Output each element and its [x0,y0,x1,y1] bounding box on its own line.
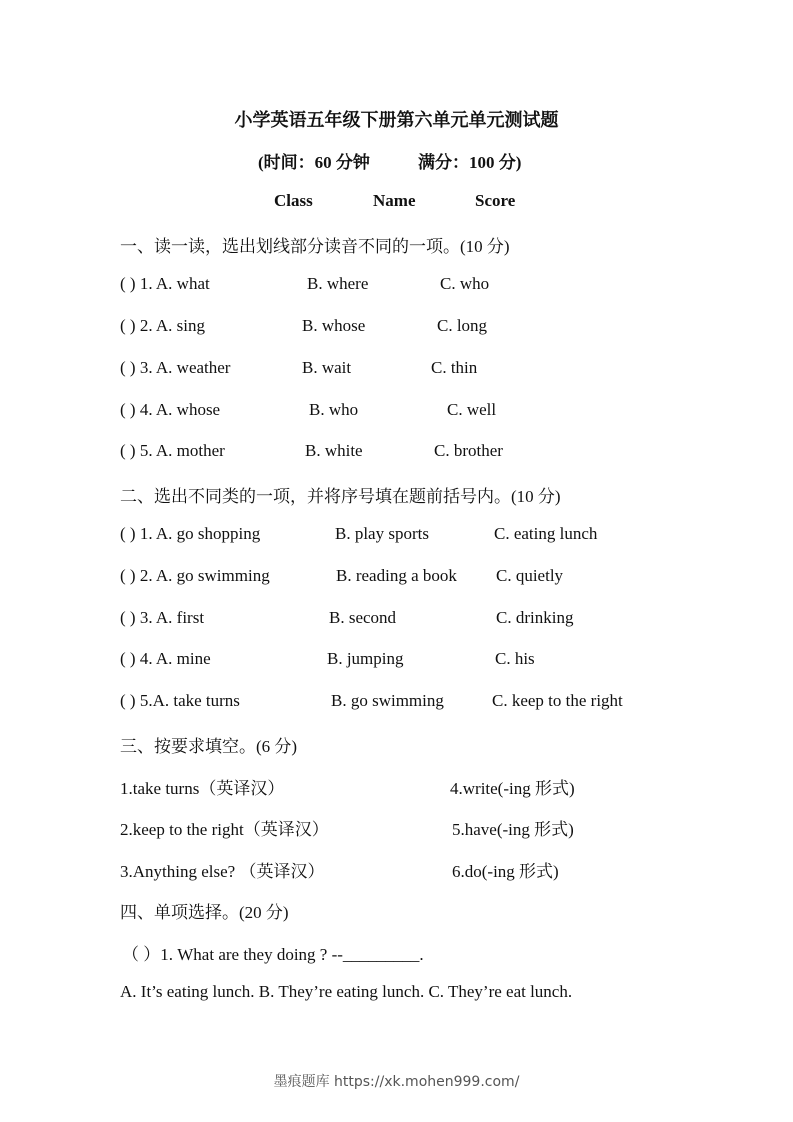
s1-q3-option-c: C. thin [431,358,478,377]
s2-q5-option-b: B. go swimming [331,691,444,710]
s3-item-4: 4.write(-ing 形式) [450,779,575,798]
s2-q2-option-b: B. reading a book [336,566,457,585]
s1-q1-option-c: C. who [440,274,490,293]
s1-q3-option-a: ( ) 3. A. weather [120,358,231,377]
s2-q3-option-b: B. second [329,608,397,627]
s1-q4-option-b: B. who [309,400,359,419]
s2-q4-option-c: C. his [495,649,535,668]
score-field-label: Score [475,191,516,210]
s1-q5-option-c: C. brother [434,441,503,460]
page-title: 小学英语五年级下册第六单元单元测试题 [234,110,559,130]
s4-question-1-options: A. It’s eating lunch. B. They’re eating lunch. C. They’re eat lunch. [120,982,573,1001]
footer-watermark: 墨痕题库 https://xk.mohen999.com/ [273,1074,520,1090]
s2-q1-option-b: B. play sports [335,524,429,543]
s2-q1-option-a: ( ) 1. A. go shopping [120,524,261,543]
section-2-heading: 二、选出不同类的一项，并将序号填在题前括号内。(10 分) [120,487,561,506]
s2-q2-option-a: ( ) 2. A. go swimming [120,566,270,585]
s1-q2-option-a: ( ) 2. A. sing [120,316,205,335]
section-1-heading: 一、读一读，选出划线部分读音不同的一项。(10 分) [120,237,510,256]
s2-q4-option-b: B. jumping [327,649,404,668]
s4-question-1: （ ）1. What are they doing ? --_________. [122,945,424,964]
s3-item-6: 6.do(-ing 形式) [452,862,559,881]
s1-q5-option-b: B. white [305,441,363,460]
s1-q4-option-c: C. well [447,400,497,419]
s2-q2-option-c: C. quietly [496,566,564,585]
s2-q5-option-c: C. keep to the right [492,691,623,710]
s3-item-5: 5.have(-ing 形式) [452,820,574,839]
time-label: (时间：60 分钟 [258,153,370,172]
section-3-heading: 三、按要求填空。(6 分) [120,737,298,756]
full-score-label: 满分：100 分) [418,153,522,172]
s2-q3-option-c: C. drinking [496,608,574,627]
s1-q2-option-c: C. long [437,316,488,335]
s3-item-3: 3.Anything else? （英译汉） [120,862,325,881]
s1-q5-option-a: ( ) 5. A. mother [120,441,225,460]
name-label: Name [373,191,416,210]
section-4-heading: 四、单项选择。(20 分) [120,903,289,922]
s2-q3-option-a: ( ) 3. A. first [120,608,205,627]
s1-q2-option-b: B. whose [302,316,366,335]
s1-q1-option-b: B. where [307,274,369,293]
s2-q1-option-c: C. eating lunch [494,524,598,543]
s2-q4-option-a: ( ) 4. A. mine [120,649,211,668]
s3-item-1: 1.take turns（英译汉） [120,779,285,798]
s2-q5-option-a: ( ) 5.A. take turns [120,691,240,710]
s1-q3-option-b: B. wait [302,358,352,377]
class-label: Class [274,191,313,210]
s1-q1-option-a: ( ) 1. A. what [120,274,210,293]
s3-item-2: 2.keep to the right（英译汉） [120,820,329,839]
s1-q4-option-a: ( ) 4. A. whose [120,400,221,419]
